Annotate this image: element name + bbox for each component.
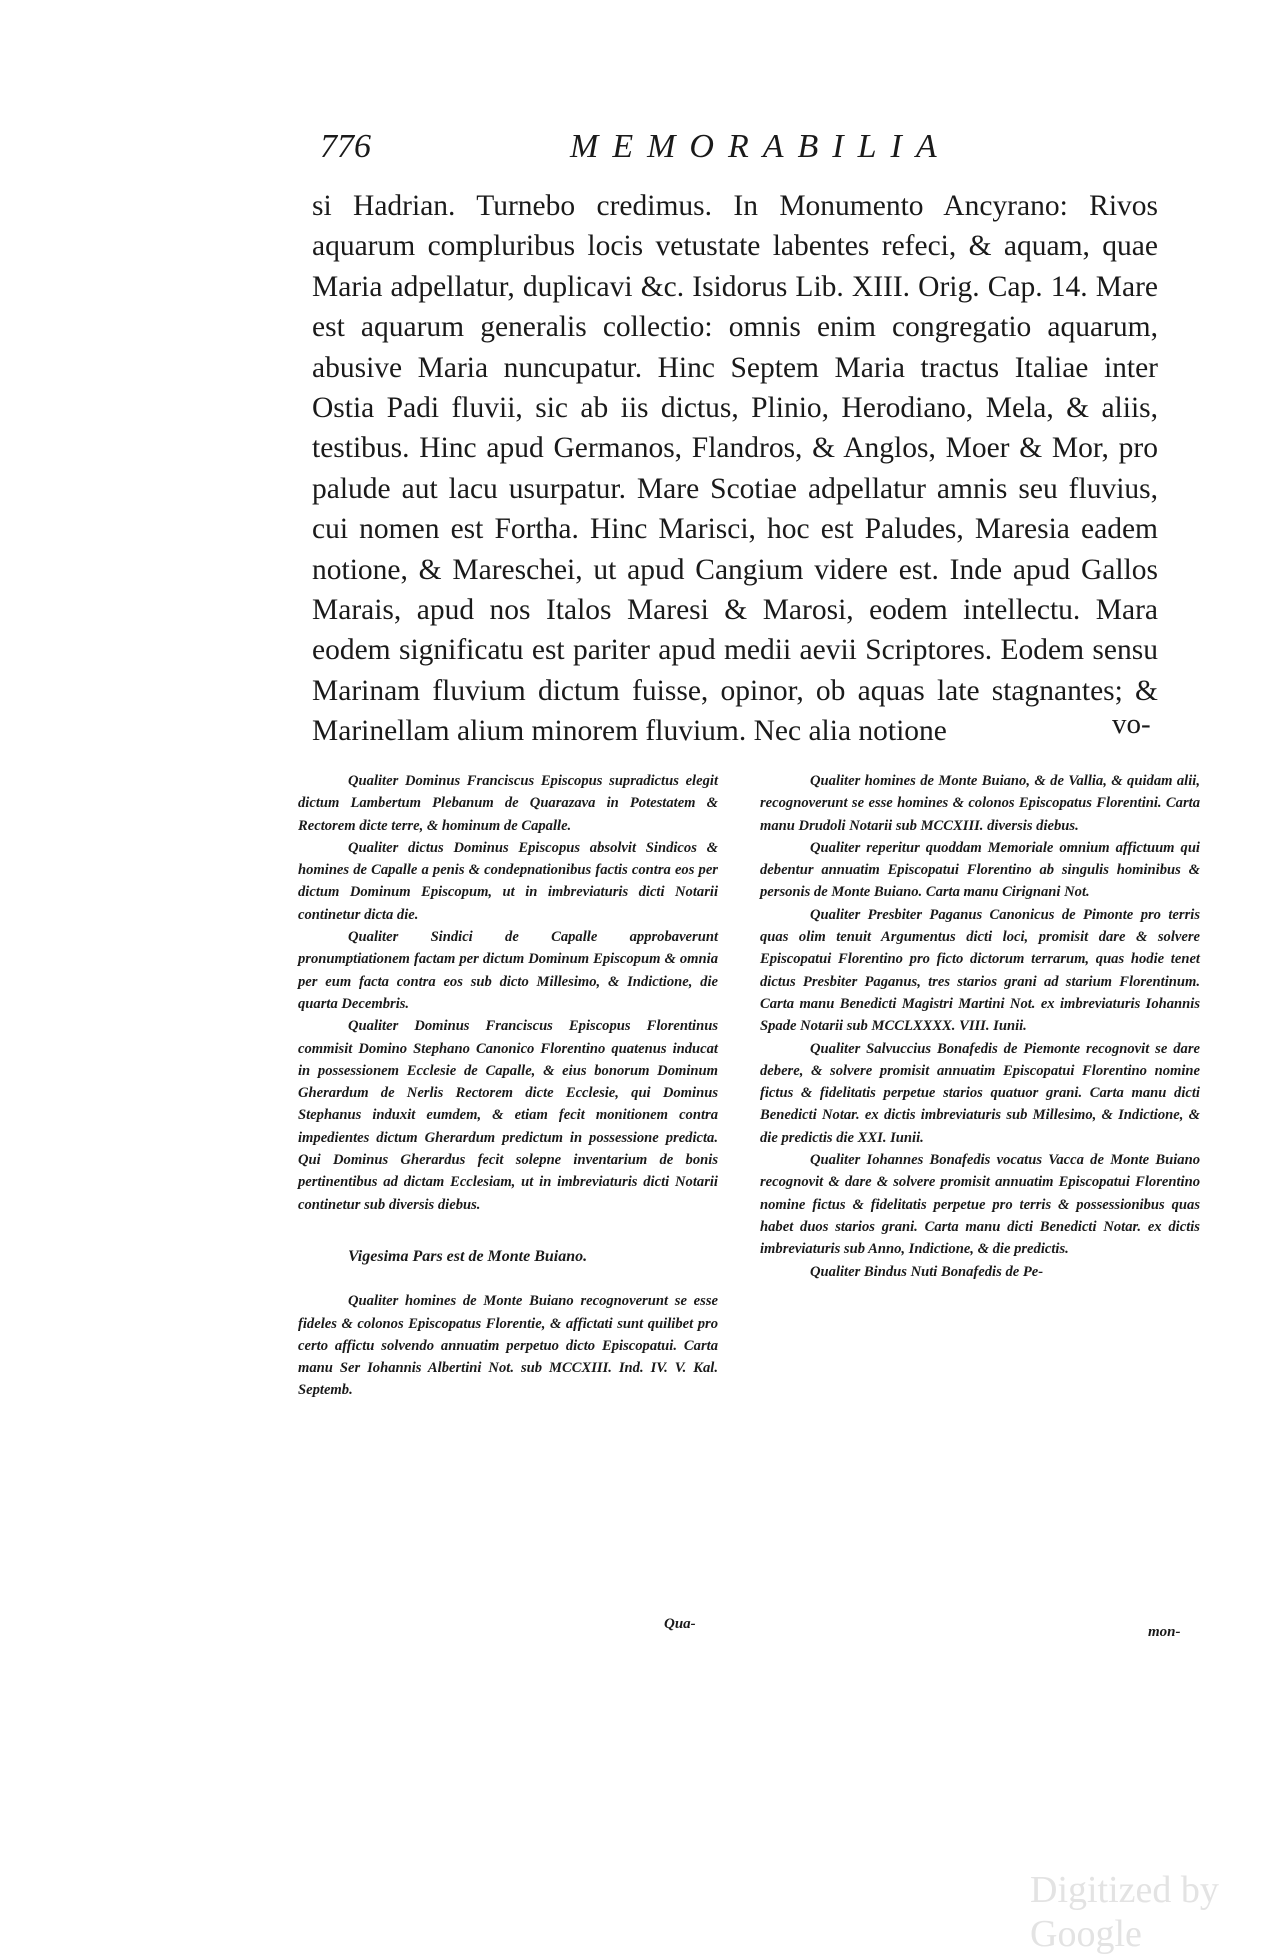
right-column-catchword: mon- (1148, 1624, 1181, 1640)
footnote-paragraph: Qualiter Bindus Nuti Bonafedis de Pe- (810, 1263, 1044, 1280)
footnote-paragraph: Qualiter Iohannes Bonafedis vocatus Vacca de Monte Buiano recognovit & dare & solvere promisit annuatim Episcopatui Florentino nomine fictus & fidelitatis perpetue pro terris & possessionibus quas habet duos starios grani. Carta manu dicti Benedicti Notar. ex dictis imbreviaturis sub Anno, Indictione, & die predictis. (760, 1152, 1200, 1258)
footnote-paragraph: Qualiter dictus Dominus Episcopus absolvit Sindicos & homines de Capalle a penis & condepnationibus factis contra eos per dictum Dominum Episcopum, ut in imbreviaturis dicti Notarii continetur dicta die. (298, 839, 718, 923)
page-number: 776 (320, 128, 371, 165)
footnote-paragraph: Qualiter Presbiter Paganus Canonicus de Pimonte pro terris quas olim tenuit Argumentus dicti loci, promisit dare & solvere Episcopatui Florentino pro ficto dictorum terrarum, quas hodie tenet dictus Presbiter Paganus, tres starios grani ad starium Florentinum. Carta manu Benedicti Magistri Martini Not. ex imbreviaturis Iohannis Spade Notarii sub MCCLXXXX. VIII. Iunii. (760, 906, 1200, 1035)
page-header (320, 128, 951, 168)
footnote-paragraph: Qualiter Sindici de Capalle approbaverunt pronumptiationem factam per dictum Dominum Episcopum & omnia per eum facta contra eos sub dicto Millesimo, & Indictione, die quarta Decembris. (298, 929, 718, 1012)
main-body-text (312, 186, 1158, 752)
footnote-paragraph: Qualiter Salvuccius Bonafedis de Piemonte recognovit se dare debere, & solvere promisit annuatim Episcopatui Florentino nomine fictus & fidelitatis perpetue starios quatuor grani. Carta manu dicti Benedicti Notar. ex dictis imbreviaturis sub Millesimo, & Indictione, & die predictis die XXI. Iunii. (760, 1040, 1200, 1146)
footnote-column-left (298, 770, 718, 1402)
footnote-paragraph: Qualiter homines de Monte Buiano, & de Vallia, & quidam alii, recognoverunt se esse homines & colonos Episcopatus Florentini. Carta manu Drudoli Notarii sub MCCXIII. diversis diebus. (760, 773, 1200, 834)
running-title: MEMORABILIA (570, 128, 951, 165)
footnote-paragraph: Qualiter homines de Monte Buiano recognoverunt se esse fideles & colonos Episcopatus Florentie, & affictati sunt quilibet pro certo affictu solvendo annuatim perpetuo dicto Episcopatui. Carta manu Ser Iohannis Albertini Not. sub MCCXIII. Ind. IV. V. Kal. Septemb. (298, 1293, 718, 1399)
left-column-catchword: Qua- (664, 1616, 696, 1632)
main-catchword: vo- (1112, 708, 1151, 740)
footnote-column-right (760, 770, 1200, 1283)
footnote-paragraph: Qualiter Dominus Franciscus Episcopus supradictus elegit dictum Lambertum Plebanum de Quarazava in Potestatem & Rectorem dicte terre, & hominum de Capalle. (298, 773, 718, 834)
section-title: Vigesima Pars est de Monte Buiano. (348, 1247, 588, 1265)
digitization-watermark: Digitized by Google (1030, 1869, 1219, 1955)
footnote-paragraph: Qualiter reperitur quoddam Memoriale omnium affictuum qui debentur annuatim Episcopatui Florentino ab singulis hominibus & personis de Monte Buiano. Carta manu Cirignani Not. (760, 839, 1200, 901)
footnote-paragraph: Qualiter Dominus Franciscus Episcopus Florentinus commisit Domino Stephano Canonico Florentino quatenus inducat in possessionem Ecclesie de Capalle, & eius bonorum Dominum Gherardum de Nerlis Rectorem dicte Ecclesie, qui Dominus Stephanus induxit eumdem, & etiam fecit monitionem contra impedientes dictum Gherardum predictum in possessione predicta. Qui Dominus Gherardus fecit solepne inventarium de bonis pertinentibus ad dictam Ecclesiam, ut in imbreviaturis dicti Notarii continetur sub diversis diebus. (298, 1018, 718, 1213)
main-paragraph: si Hadrian. Turnebo credimus. In Monumento Ancyrano: Rivos aquarum compluribus locis vetustate labentes refeci, & aquam, quae Maria adpellatur, duplicavi &c. Isidorus Lib. XIII. Orig. Cap. 14. Mare est aquarum generalis collectio: omnis enim congregatio aquarum, abusive Maria nuncupatur. Hinc Septem Maria tractus Italiae inter Ostia Padi fluvii, sic ab iis dictus, Plinio, Herodiano, Mela, & aliis, testibus. Hinc apud Germanos, Flandros, & Anglos, Moer & Mor, pro palude aut lacu usurpatur. Mare Scotiae adpellatur amnis seu fluvius, cui nomen est Fortha. Hinc Marisci, hoc est Paludes, Maresia eadem notione, & Mareschei, ut apud Cangium videre est. Inde apud Gallos Marais, apud nos Italos Maresi & Marosi, eodem intellectu. Mara eodem significatu est pariter apud medii aevii Scriptores. Eodem sensu Marinam fluvium dictum fuisse, opinor, ob aquas late stagnantes; & Marinellam alium minorem fluvium. Nec alia notione (312, 190, 1158, 748)
